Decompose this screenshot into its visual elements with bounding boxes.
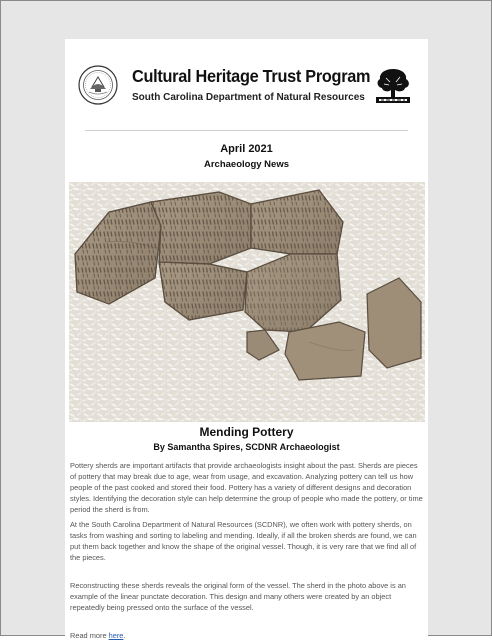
- issue-date: April 2021: [220, 143, 273, 155]
- header-divider: [85, 130, 408, 131]
- read-more-suffix: .: [123, 631, 126, 640]
- issue-heading: [65, 141, 428, 173]
- article-paragraph-2: At the South Carolina Department of Natural Resources (SCDNR), we often work with pottery sherds, on tasks from washing and sorting to labeling and mending. Ideally, if all the broken sherds are found, we can put them back together and know the shape of the original vessel. Though, it is very rare that we find all of the pieces.: [70, 520, 417, 562]
- read-more-link[interactable]: here: [108, 631, 124, 640]
- heritage-trust-tree-logo: [374, 65, 412, 105]
- read-more-prefix: Read more: [70, 631, 109, 640]
- program-title-block: [132, 65, 371, 106]
- article-byline: By Samantha Spires, SCDNR Archaeologist: [153, 442, 340, 452]
- program-title: Cultural Heritage Trust Program: [132, 66, 371, 86]
- program-subtitle: South Carolina Department of Natural Resources: [132, 92, 365, 103]
- pottery-sherds-photo[interactable]: [69, 182, 425, 422]
- article-paragraph-3: Reconstructing these sherds reveals the original form of the vessel. The sherd in the photo above is an example of the linear punctate decoration. This design and many others were created by an object repeatedly being pressed onto the surface of the vessel.: [70, 581, 406, 612]
- newsletter-card: [65, 39, 428, 639]
- issue-title: Archaeology News: [204, 159, 289, 170]
- newsletter-header: [65, 39, 428, 131]
- article-title: Mending Pottery: [199, 425, 294, 439]
- sc-dnr-seal-icon: [78, 65, 118, 105]
- article-paragraph-1: Pottery sherds are important artifacts that provide archaeologists insight about the past. Sherds are pieces of pottery that may break due to age, wear from usage, and excavation. Analyzing pottery can tell us how people of the past cooked and stored their food. Pottery has a variety of different designs and decoration styles. Identifying the decoration style can help determine the group of people who made the pottery, or time period the sherd is from.: [70, 461, 423, 514]
